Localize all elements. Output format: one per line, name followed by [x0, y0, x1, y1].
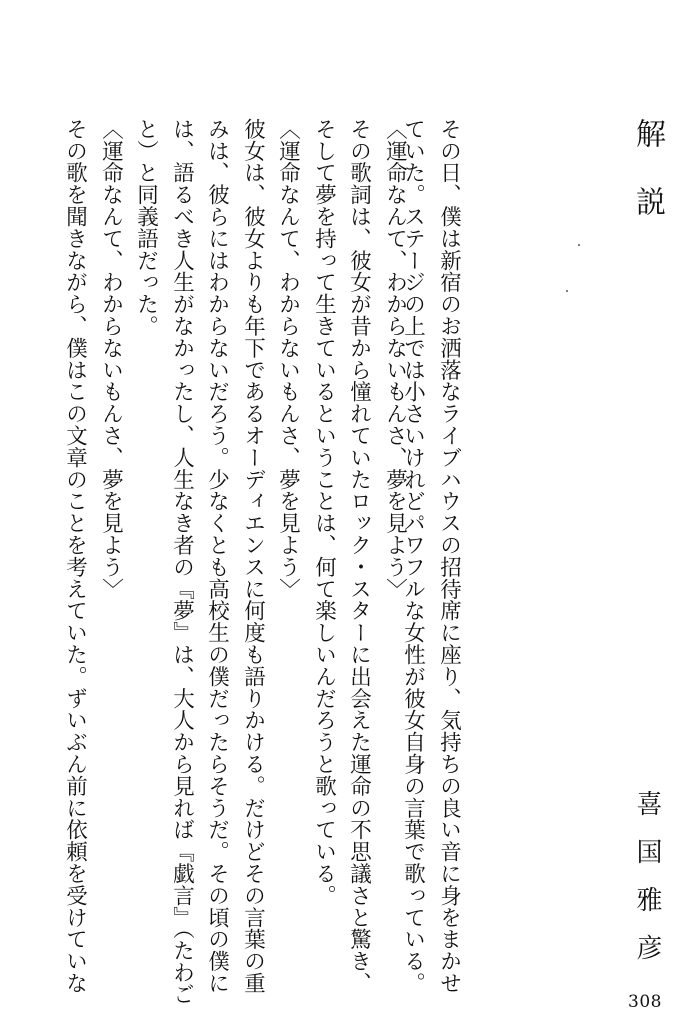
- text-column-7: 彼女は、彼女よりも年下であるオーディエンスに何度も語りかける。だけどその言葉の重: [240, 118, 266, 994]
- text-column-8: みは、彼らにはわからないだろう。少なくとも高校生の僕だったらそうだ。その頃の僕に: [204, 118, 230, 994]
- scan-speck: [566, 290, 568, 292]
- text-column-1: その日、僕は新宿のお洒落なライブハウスの招待席に座り、気持ちの良い音に身をまかせ: [436, 118, 462, 994]
- text-column-12: その歌を聞きながら、僕はこの文章のことを考えていた。ずいぶん前に依頼を受けていな: [62, 118, 88, 994]
- text-column-2: ていた。ステージの上では小さいけれどパワフルな女性が彼女自身の言葉で歌っている。: [400, 118, 426, 994]
- scan-speck: [578, 244, 580, 246]
- text-column-3: 〈運命なんて、わからないもんさ、夢を見よう〉: [382, 118, 408, 600]
- author-name: 喜国雅彦: [632, 790, 662, 982]
- text-column-11: 〈運命なんて、わからないもんさ、夢を見よう〉: [98, 118, 124, 600]
- page-number: 308: [628, 992, 662, 1012]
- text-column-9: は、語るべき人生がなかったし、人生なき者の『夢』は、大人から見れば『戯言』（たわご: [169, 118, 195, 1006]
- text-column-10: と）と同義語だった。: [133, 118, 159, 337]
- text-column-6: 〈運命なんて、わからないもんさ、夢を見よう〉: [275, 118, 301, 600]
- text-column-4: その歌詞は、彼女が昔から憧れていたロック・スターに出会えた運命の不思議さと驚き、: [346, 118, 372, 994]
- text-column-5: そして夢を持って生きているということは、何て楽しいんだろうと歌っている。: [311, 118, 337, 907]
- section-title: 解説: [630, 118, 665, 254]
